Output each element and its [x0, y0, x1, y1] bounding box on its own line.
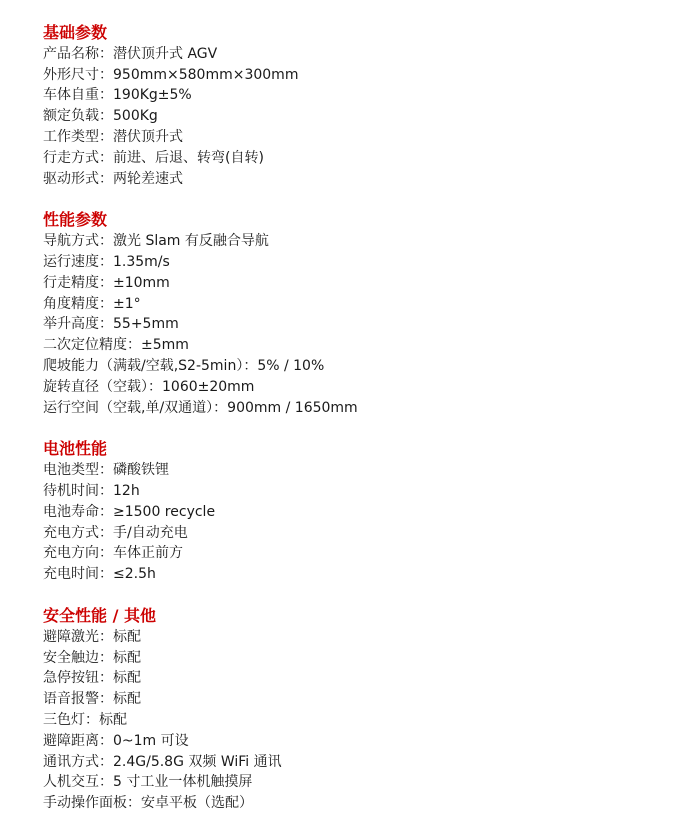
- spec-line: 电池寿命：≥1500 recycle: [43, 503, 216, 520]
- spec-line: 三色灯：标配: [43, 711, 127, 728]
- spec-line: 角度精度：±1°: [43, 295, 141, 312]
- spec-line: 急停按钮：标配: [43, 670, 141, 687]
- spec-line: 待机时间：12h: [43, 482, 140, 499]
- section-title: 电池性能: [43, 439, 108, 459]
- spec-line: 安全触边：标配: [43, 649, 141, 666]
- spec-line: 手动操作面板：安卓平板（选配）: [43, 795, 253, 812]
- section-title: 性能参数: [43, 210, 108, 230]
- spec-line: 运行速度：1.35m/s: [43, 253, 170, 270]
- section-title: 安全性能 / 其他: [43, 605, 156, 625]
- section-basic-params: [43, 23, 663, 189]
- section-performance-params: [43, 210, 663, 418]
- spec-line: 语音报警：标配: [43, 691, 141, 708]
- spec-line: 充电时间：≤2.5h: [43, 566, 156, 583]
- section-title: 基础参数: [43, 23, 108, 42]
- section-safety-other: [43, 606, 663, 814]
- spec-line: 充电方向：车体正前方: [43, 545, 183, 562]
- spec-line: 产品名称：潜伏顶升式 AGV: [43, 45, 218, 62]
- spec-line: 举升高度：55+5mm: [43, 316, 179, 333]
- spec-line: 车体自重：190Kg±5%: [43, 87, 192, 104]
- spec-line: 驱动形式：两轮差速式: [43, 170, 183, 187]
- spec-line: 旋转直径（空载）：1060±20mm: [43, 378, 255, 395]
- spec-line: 外形尺寸：950mm×580mm×300mm: [43, 66, 299, 83]
- spec-line: 充电方式：手/自动充电: [43, 524, 188, 541]
- spec-line: 二次定位精度：±5mm: [43, 337, 189, 354]
- spec-document: [43, 23, 663, 835]
- spec-line: 避障激光：标配: [43, 628, 141, 645]
- spec-line: 行走精度：±10mm: [43, 274, 170, 291]
- spec-line: 运行空间（空载,单/双通道）：900mm / 1650mm: [43, 399, 358, 416]
- spec-line: 避障距离：0~1m 可设: [43, 732, 189, 749]
- section-battery-performance: [43, 439, 663, 585]
- spec-line: 行走方式：前进、后退、转弯(自转): [43, 149, 264, 166]
- spec-line: 导航方式：激光 Slam 有反融合导航: [43, 233, 269, 250]
- spec-line: 爬坡能力（满载/空载,S2-5min）：5% / 10%: [43, 357, 325, 374]
- spec-line: 电池类型：磷酸铁锂: [43, 462, 169, 479]
- spec-line: 通讯方式：2.4G/5.8G 双频 WiFi 通讯: [43, 753, 282, 770]
- spec-line: 额定负载：500Kg: [43, 108, 158, 125]
- spec-line: 人机交互：5 寸工业一体机触摸屏: [43, 774, 253, 791]
- spec-line: 工作类型：潜伏顶升式: [43, 128, 183, 145]
